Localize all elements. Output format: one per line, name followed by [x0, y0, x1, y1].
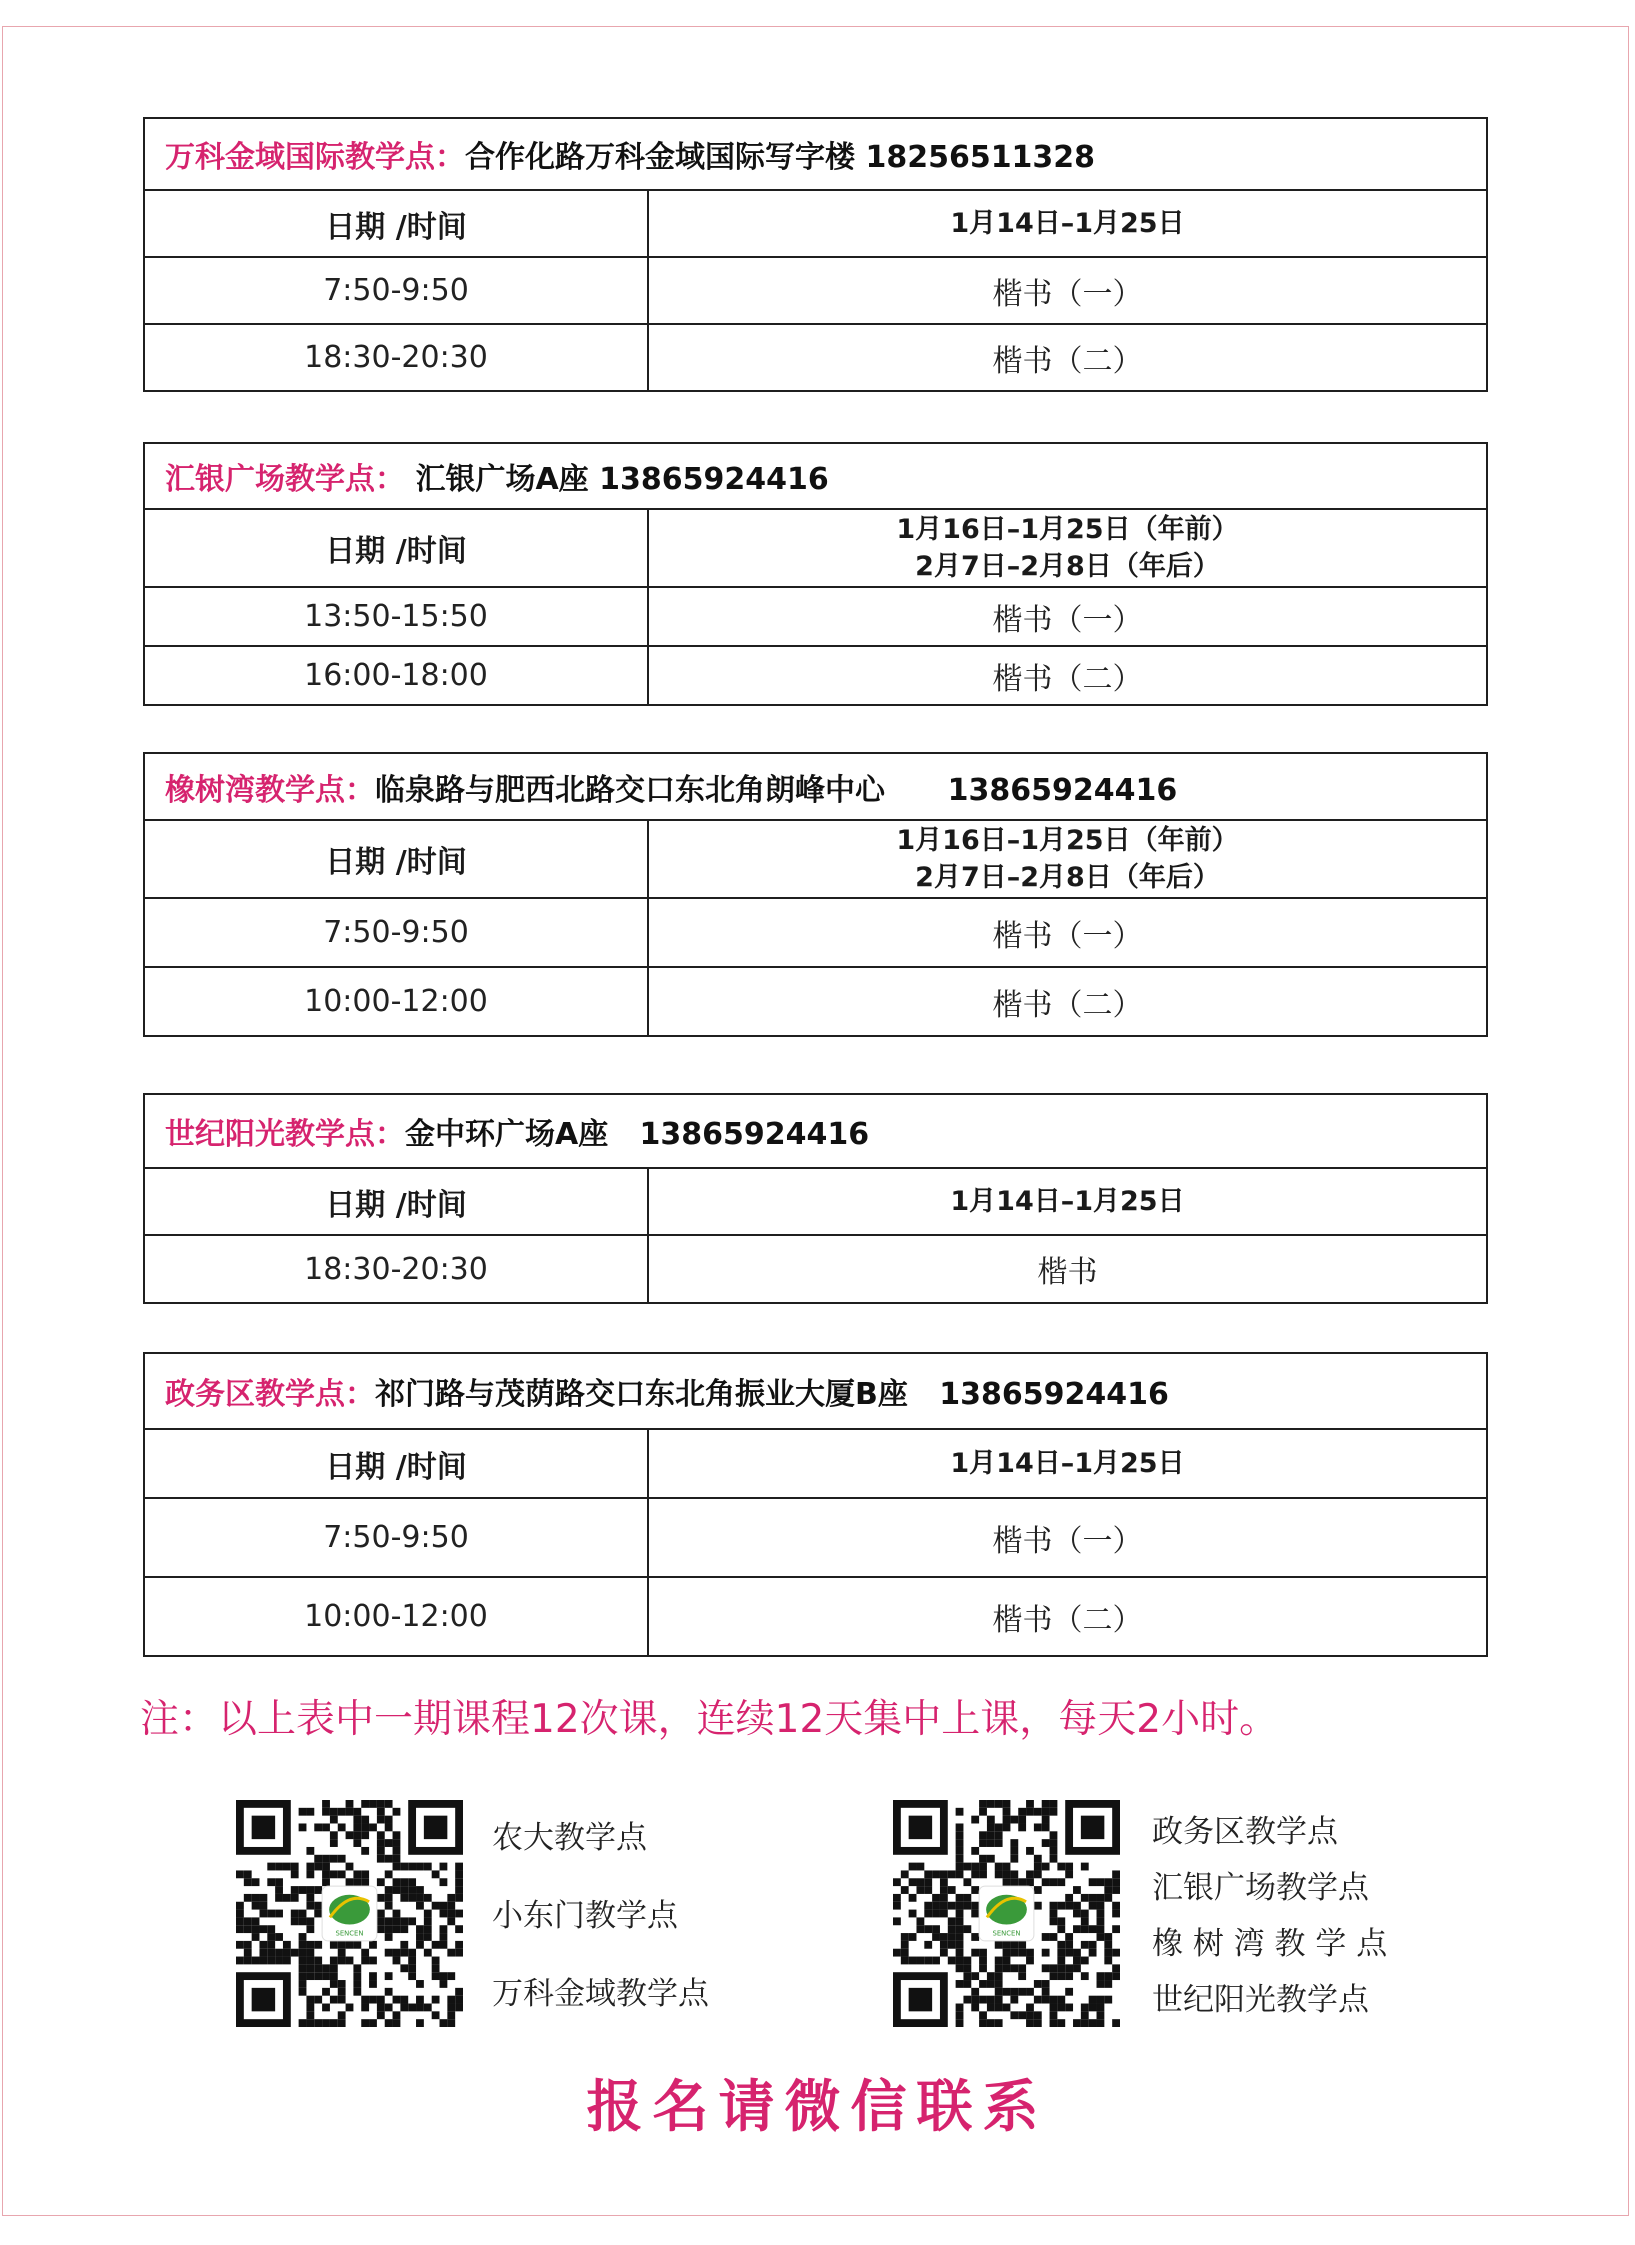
- date-range-line: 2月7日–2月8日（年后）: [915, 862, 1220, 893]
- course-cell: 楷书（二）: [648, 1577, 1487, 1656]
- site-name: 世纪阳光教学点：: [165, 1117, 405, 1152]
- table-title: [144, 1353, 1487, 1429]
- schedule-table-wankejinyu: [143, 117, 1488, 392]
- date-range-line: 1月14日–1月25日: [950, 1186, 1185, 1217]
- site-address: 汇银广场A座 13865924416: [405, 462, 829, 497]
- date-range-line: 1月16日–1月25日（年前）: [896, 514, 1239, 545]
- qr-code-graphic: [236, 1800, 463, 2027]
- qr-site-label: 农大教学点: [492, 1820, 647, 1856]
- header-date-range: [648, 1429, 1487, 1498]
- table-title: [144, 1094, 1487, 1168]
- table-title: [144, 753, 1487, 820]
- header-date-time: 日期 /时间: [144, 1168, 648, 1235]
- table-title: [144, 118, 1487, 190]
- signup-call-to-action: 报名请微信联系: [586, 2074, 1049, 2140]
- header-date-range: [648, 509, 1487, 587]
- qr-site-list-right: [1152, 1806, 1452, 2036]
- table-title: [144, 443, 1487, 509]
- qr-code-graphic: [893, 1800, 1120, 2027]
- qr-code-icon: [236, 1800, 463, 2027]
- header-date-time: 日期 /时间: [144, 1429, 648, 1498]
- site-address: 祁门路与茂荫路交口东北角振业大厦B座 13865924416: [375, 1377, 1169, 1412]
- time-cell: 7:50-9:50: [144, 1498, 648, 1577]
- course-cell: 楷书（一）: [648, 257, 1487, 324]
- date-range-line: 1月14日–1月25日: [950, 1448, 1185, 1479]
- date-range-line: 2月7日–2月8日（年后）: [915, 551, 1220, 582]
- schedule-table-huiyin: [143, 442, 1488, 706]
- course-note: 注：以上表中一期课程12次课，连续12天集中上课，每天2小时。: [140, 1697, 1279, 1742]
- schedule-table-xiangshuwan: [143, 752, 1488, 1037]
- header-date-time: 日期 /时间: [144, 509, 648, 587]
- header-date-range: [648, 1168, 1487, 1235]
- date-range-line: 1月14日–1月25日: [950, 208, 1185, 239]
- header-date-range: [648, 190, 1487, 257]
- time-cell: 7:50-9:50: [144, 898, 648, 967]
- qr-site-label: 世纪阳光教学点: [1152, 1982, 1369, 2018]
- time-cell: 18:30-20:30: [144, 324, 648, 391]
- site-name: 万科金域国际教学点：: [165, 140, 465, 175]
- course-cell: 楷书（二）: [648, 324, 1487, 391]
- time-cell: 7:50-9:50: [144, 257, 648, 324]
- time-cell: 10:00-12:00: [144, 1577, 648, 1656]
- course-cell: 楷书: [648, 1235, 1487, 1303]
- qr-site-label: 小东门教学点: [492, 1898, 678, 1934]
- course-cell: 楷书（二）: [648, 967, 1487, 1036]
- qr-site-label: 万科金域教学点: [492, 1976, 709, 2012]
- site-address: 合作化路万科金域国际写字楼 18256511328: [465, 140, 1096, 175]
- brand-logo-text: SENCEN: [335, 1929, 364, 1938]
- qr-site-label: 政务区教学点: [1152, 1814, 1338, 1850]
- qr-site-label: 橡 树 湾 教 学 点: [1152, 1926, 1388, 1962]
- site-name: 橡树湾教学点：: [165, 772, 375, 808]
- course-cell: 楷书（一）: [648, 587, 1487, 646]
- date-range-line: 1月16日–1月25日（年前）: [896, 825, 1239, 856]
- qr-code-icon: [893, 1800, 1120, 2027]
- schedule-table-shijiyangguang: [143, 1093, 1488, 1304]
- time-cell: 18:30-20:30: [144, 1235, 648, 1303]
- time-cell: 10:00-12:00: [144, 967, 648, 1036]
- time-cell: 16:00-18:00: [144, 646, 648, 705]
- brand-logo-text: SENCEN: [992, 1929, 1021, 1938]
- course-cell: 楷书（二）: [648, 646, 1487, 705]
- header-date-time: 日期 /时间: [144, 190, 648, 257]
- course-cell: 楷书（一）: [648, 898, 1487, 967]
- site-address: 临泉路与肥西北路交口东北角朗峰中心 13865924416: [375, 772, 1178, 808]
- site-name: 汇银广场教学点：: [165, 462, 405, 497]
- course-cell: 楷书（一）: [648, 1498, 1487, 1577]
- site-address: 金中环广场A座 13865924416: [405, 1117, 870, 1152]
- time-cell: 13:50-15:50: [144, 587, 648, 646]
- header-date-time: 日期 /时间: [144, 820, 648, 898]
- schedule-table-zhengwuqu: [143, 1352, 1488, 1657]
- qr-site-list-left: [492, 1812, 782, 2022]
- site-name: 政务区教学点：: [165, 1377, 375, 1412]
- qr-site-label: 汇银广场教学点: [1152, 1870, 1369, 1906]
- header-date-range: [648, 820, 1487, 898]
